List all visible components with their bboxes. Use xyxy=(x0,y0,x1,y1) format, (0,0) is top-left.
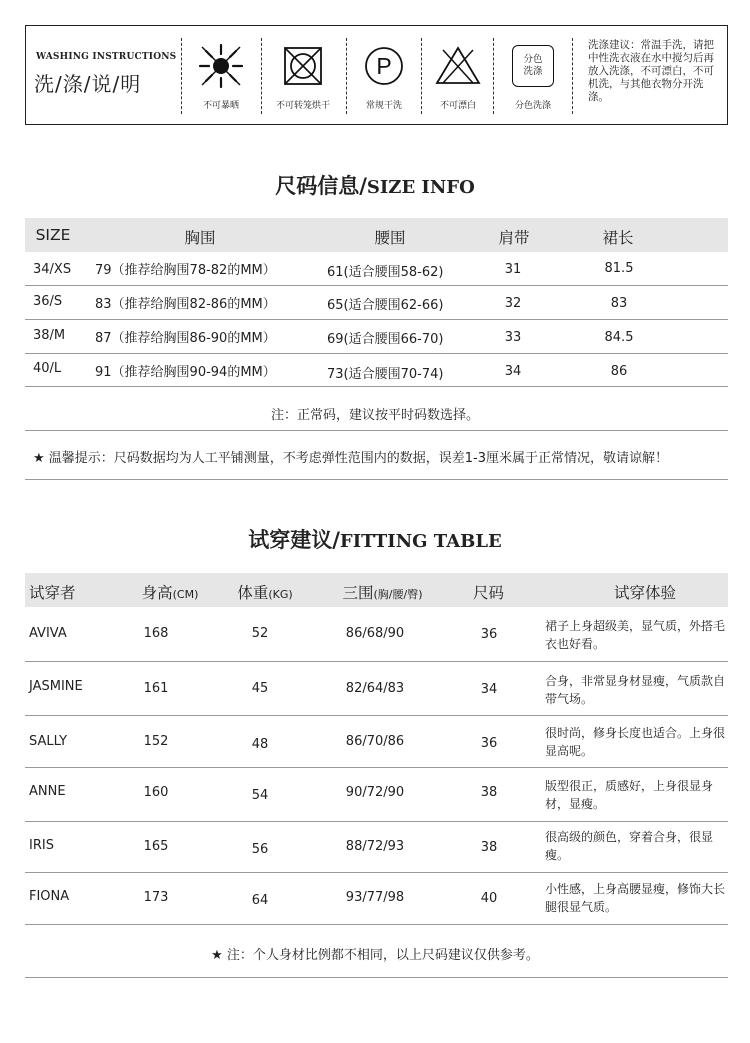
divider xyxy=(181,38,182,114)
cell-feedback: 小性感，上身高腰显瘦，修饰大长腿很显气质。 xyxy=(545,882,726,914)
dry-clean-p-icon xyxy=(363,45,405,87)
cell-feedback: 很时尚，修身长度也适合。上身很显高呢。 xyxy=(545,726,726,758)
care-label: 不可转笼烘干 xyxy=(275,101,330,111)
divider xyxy=(572,38,573,114)
size-info-title-en: SIZE INFO xyxy=(366,177,475,198)
no-tumble-dry-icon xyxy=(282,45,324,87)
care-label: 常规干洗 xyxy=(365,101,402,111)
cell-length: 86 xyxy=(610,364,628,379)
cell-size: 40/L xyxy=(33,361,62,376)
washing-instructions-box xyxy=(25,25,728,125)
header-bwh xyxy=(320,581,445,603)
cell-tester: JASMINE xyxy=(29,679,83,694)
cell-height: 160 xyxy=(143,785,169,800)
header-bwh-unit: (胸/腰/臀) xyxy=(373,588,423,601)
cell-waist: 65(适合腰围62-66) xyxy=(327,298,444,313)
cell-weight: 54 xyxy=(251,788,269,803)
cell-feedback: 裙子上身超级美，显气质，外搭毛衣也好看。 xyxy=(545,619,726,651)
separate-wash-icon xyxy=(512,45,554,87)
header-feedback: 试穿体验 xyxy=(613,584,676,602)
cell-size: 34/XS xyxy=(33,262,72,277)
header-height xyxy=(115,581,225,603)
header-weight xyxy=(215,581,315,603)
no-sun-icon xyxy=(196,41,246,91)
divider xyxy=(25,430,728,431)
cell-fit-size: 40 xyxy=(480,891,498,906)
cell-weight: 45 xyxy=(251,681,269,696)
cell-tester: SALLY xyxy=(29,734,68,749)
cell-weight: 48 xyxy=(251,737,269,752)
cell-feedback: 合身，非常显身材显瘦，气质款自带气场。 xyxy=(545,674,726,706)
divider xyxy=(261,38,262,114)
cell-height: 173 xyxy=(143,890,169,905)
cell-bwh: 93/77/98 xyxy=(345,890,405,905)
washing-title-en: WASHING INSTRUCTIONS xyxy=(36,52,177,62)
cell-tester: ANNE xyxy=(29,784,66,799)
table-row xyxy=(25,607,728,662)
cell-size: 36/S xyxy=(33,294,63,309)
care-dry-clean xyxy=(346,40,422,111)
care-separate-wash xyxy=(495,40,571,111)
cell-bwh: 90/72/90 xyxy=(345,785,405,800)
header-size: SIZE xyxy=(35,226,71,244)
table-row xyxy=(25,768,728,822)
fitting-title-zh: 试穿建议/ xyxy=(248,528,340,552)
cell-height: 152 xyxy=(143,734,169,749)
care-no-tumble-dry xyxy=(265,40,341,111)
header-height-label: 身高 xyxy=(141,584,173,602)
cell-strap: 34 xyxy=(504,364,522,379)
cell-tester: FIONA xyxy=(29,889,70,904)
cell-fit-size: 38 xyxy=(480,840,498,855)
cell-feedback: 很高级的颜色，穿着合身，很显瘦。 xyxy=(545,830,714,862)
washing-advice: 洗涤建议：常温手洗，请把中性洗衣液在水中搅匀后再放入洗涤，不可漂白，不可机洗，与其他衣物分开洗涤。 xyxy=(588,39,714,103)
table-row xyxy=(25,354,728,387)
cell-waist: 73(适合腰围70-74) xyxy=(327,367,444,382)
cell-strap: 33 xyxy=(504,330,522,345)
care-no-bleach xyxy=(420,40,496,111)
cell-bust: 91（推荐给胸围90-94的MM） xyxy=(95,365,276,380)
size-note: 注：正常码，建议按平时码数选择。 xyxy=(270,408,479,423)
cell-weight: 56 xyxy=(251,842,269,857)
cell-bust: 87（推荐给胸围86-90的MM） xyxy=(95,331,276,346)
divider xyxy=(25,977,728,978)
cell-weight: 64 xyxy=(251,893,269,908)
badge-line: 洗涤 xyxy=(523,66,543,77)
cell-height: 161 xyxy=(143,681,169,696)
size-table-header xyxy=(25,218,728,252)
header-waist: 腰围 xyxy=(374,229,406,247)
svg-text:P: P xyxy=(376,53,392,79)
cell-fit-size: 34 xyxy=(480,682,498,697)
cell-strap: 32 xyxy=(504,296,522,311)
header-bwh-label: 三围 xyxy=(342,584,374,602)
header-weight-label: 体重 xyxy=(237,584,269,602)
size-info-title-zh: 尺码信息/ xyxy=(275,174,367,198)
table-row xyxy=(25,822,728,873)
care-label: 分色洗涤 xyxy=(514,101,551,111)
badge-line: 分色 xyxy=(523,54,543,65)
no-bleach-icon xyxy=(434,45,482,87)
cell-fit-size: 36 xyxy=(480,736,498,751)
cell-strap: 31 xyxy=(504,262,522,277)
size-tip: ★ 温馨提示：尺码数据均为人工平铺测量，不考虑弹性范围内的数据，误差1-3厘米属于正常情况，敬请谅解！ xyxy=(33,451,669,466)
washing-title-zh: 洗/涤/说/明 xyxy=(34,72,142,96)
table-row xyxy=(25,320,728,354)
cell-length: 83 xyxy=(610,296,628,311)
fitting-title-en: FITTING TABLE xyxy=(339,531,502,552)
cell-bwh: 86/68/90 xyxy=(345,626,405,641)
header-weight-unit: (KG) xyxy=(268,588,293,601)
cell-bwh: 86/70/86 xyxy=(345,734,405,749)
cell-tester: AVIVA xyxy=(29,626,67,641)
cell-bwh: 82/64/83 xyxy=(345,681,405,696)
fitting-table-header xyxy=(25,573,728,607)
cell-size: 38/M xyxy=(33,328,66,343)
table-row xyxy=(25,716,728,768)
table-row xyxy=(25,286,728,320)
fitting-footnote: ★ 注：个人身材比例都不相同，以上尺码建议仅供参考。 xyxy=(211,948,539,963)
cell-fit-size: 36 xyxy=(480,627,498,642)
cell-waist: 69(适合腰围66-70) xyxy=(327,332,444,347)
cell-bust: 83（推荐给胸围82-86的MM） xyxy=(95,297,276,312)
cell-bust: 79（推荐给胸围78-82的MM） xyxy=(95,263,276,278)
cell-height: 165 xyxy=(143,839,169,854)
table-row xyxy=(25,662,728,716)
cell-weight: 52 xyxy=(251,626,269,641)
header-fit-size: 尺码 xyxy=(472,584,504,602)
header-length: 裙长 xyxy=(602,229,634,247)
cell-waist: 61(适合腰围58-62) xyxy=(327,265,444,280)
cell-length: 81.5 xyxy=(604,261,634,276)
care-label: 不可漂白 xyxy=(439,101,476,111)
header-height-unit: (CM) xyxy=(172,588,199,601)
cell-tester: IRIS xyxy=(29,838,54,853)
cell-feedback: 版型很正，质感好，上身很显身材，显瘦。 xyxy=(545,779,714,811)
care-no-sun xyxy=(183,40,259,111)
header-tester: 试穿者 xyxy=(29,584,76,602)
cell-height: 168 xyxy=(143,626,169,641)
divider xyxy=(25,479,728,480)
header-bust: 胸围 xyxy=(184,229,216,247)
fitting-title xyxy=(0,524,750,554)
table-row xyxy=(25,252,728,286)
size-info-title xyxy=(0,170,750,200)
table-row xyxy=(25,873,728,925)
cell-fit-size: 38 xyxy=(480,785,498,800)
cell-bwh: 88/72/93 xyxy=(345,839,405,854)
cell-length: 84.5 xyxy=(604,330,634,345)
care-label: 不可暴晒 xyxy=(202,101,239,111)
header-strap: 肩带 xyxy=(498,229,530,247)
